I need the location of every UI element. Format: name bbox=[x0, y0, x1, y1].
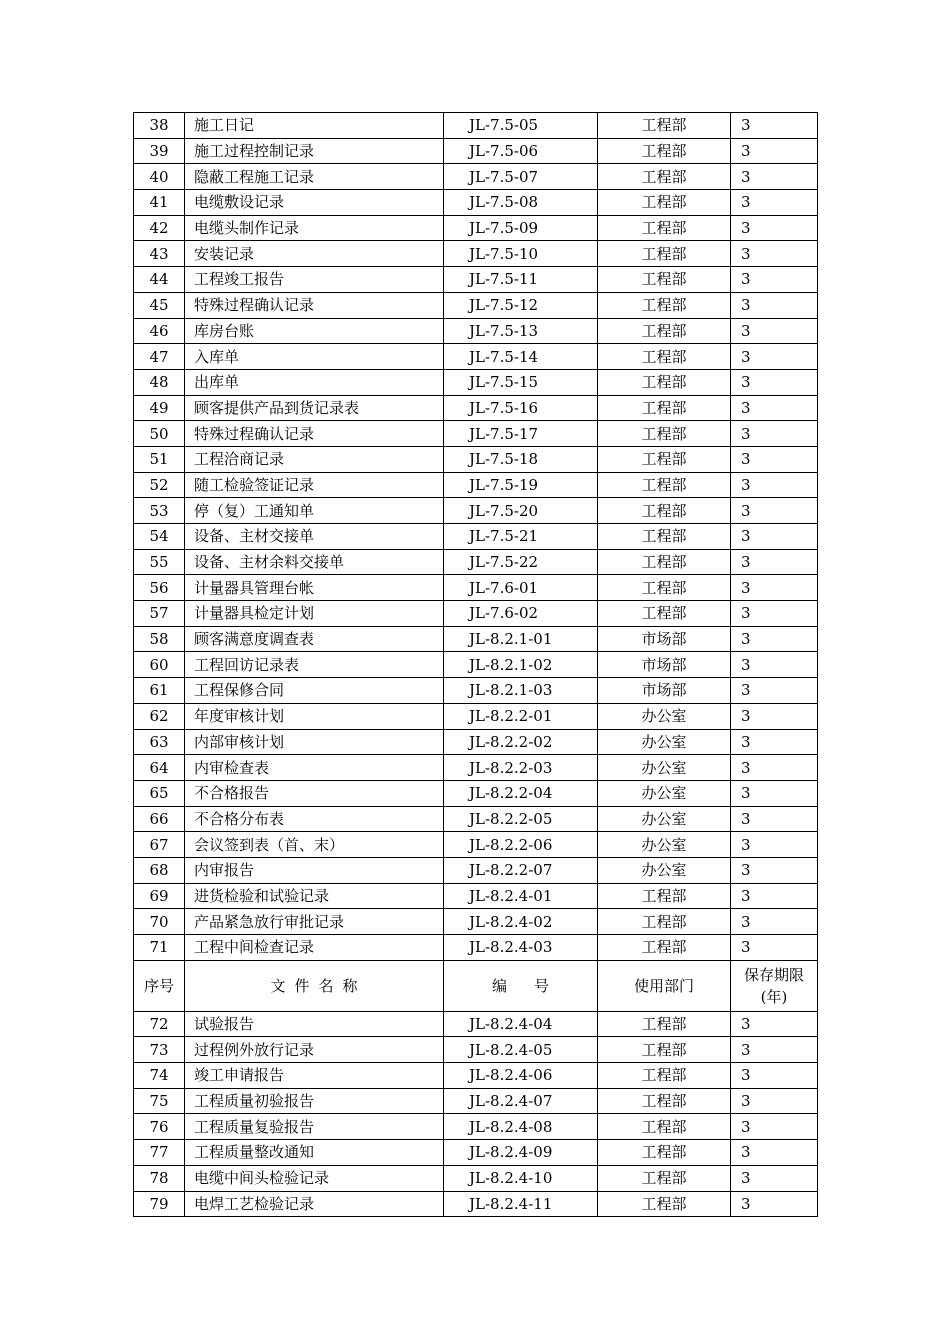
serial-number-cell: 54 bbox=[134, 524, 185, 550]
document-code-cell: JL-8.2.4-08 bbox=[444, 1114, 598, 1140]
document-name-cell: 入库单 bbox=[185, 344, 444, 370]
department-cell: 工程部 bbox=[598, 446, 731, 472]
table-row bbox=[134, 780, 818, 806]
department-cell: 工程部 bbox=[598, 601, 731, 627]
serial-number-cell: 64 bbox=[134, 755, 185, 781]
document-name-cell: 电缆敷设记录 bbox=[185, 190, 444, 216]
table-row bbox=[134, 832, 818, 858]
document-name-cell: 会议签到表（首、末） bbox=[185, 832, 444, 858]
serial-number-cell: 40 bbox=[134, 164, 185, 190]
retention-period-cell: 3 bbox=[731, 267, 818, 293]
table-row bbox=[134, 472, 818, 498]
document-name-cell: 内审报告 bbox=[185, 857, 444, 883]
serial-number-cell: 73 bbox=[134, 1037, 185, 1063]
serial-number-cell: 53 bbox=[134, 498, 185, 524]
table-row bbox=[134, 1191, 818, 1217]
document-code-cell: JL-7.5-06 bbox=[444, 138, 598, 164]
document-name-cell: 进货检验和试验记录 bbox=[185, 883, 444, 909]
table-row bbox=[134, 549, 818, 575]
retention-period-cell: 3 bbox=[731, 575, 818, 601]
department-cell: 工程部 bbox=[598, 241, 731, 267]
serial-number-cell: 46 bbox=[134, 318, 185, 344]
document-name-cell: 工程竣工报告 bbox=[185, 267, 444, 293]
department-cell: 办公室 bbox=[598, 780, 731, 806]
table-row bbox=[134, 1037, 818, 1063]
serial-number-cell: 60 bbox=[134, 652, 185, 678]
table-row bbox=[134, 755, 818, 781]
table-row bbox=[134, 241, 818, 267]
retention-period-cell: 3 bbox=[731, 215, 818, 241]
retention-period-cell: 3 bbox=[731, 755, 818, 781]
table-row bbox=[134, 1011, 818, 1037]
department-cell: 工程部 bbox=[598, 369, 731, 395]
retention-period-cell: 3 bbox=[731, 703, 818, 729]
document-code-cell: JL-8.2.4-07 bbox=[444, 1088, 598, 1114]
document-code-cell: JL-7.6-01 bbox=[444, 575, 598, 601]
document-name-cell: 工程保修合同 bbox=[185, 678, 444, 704]
table-header-row bbox=[134, 960, 818, 1011]
table-row bbox=[134, 652, 818, 678]
table-row bbox=[134, 113, 818, 139]
department-cell: 工程部 bbox=[598, 1114, 731, 1140]
serial-number-cell: 72 bbox=[134, 1011, 185, 1037]
serial-number-cell: 69 bbox=[134, 883, 185, 909]
serial-number-cell: 65 bbox=[134, 780, 185, 806]
retention-period-cell: 3 bbox=[731, 1191, 818, 1217]
retention-period-cell: 3 bbox=[731, 626, 818, 652]
serial-number-cell: 76 bbox=[134, 1114, 185, 1140]
document-name-cell: 库房台账 bbox=[185, 318, 444, 344]
document-name-cell: 工程质量整改通知 bbox=[185, 1140, 444, 1166]
department-cell: 市场部 bbox=[598, 652, 731, 678]
department-cell: 工程部 bbox=[598, 267, 731, 293]
department-cell: 工程部 bbox=[598, 1037, 731, 1063]
table-row bbox=[134, 421, 818, 447]
document-name-cell: 顾客满意度调查表 bbox=[185, 626, 444, 652]
document-code-cell: JL-7.5-14 bbox=[444, 344, 598, 370]
document-name-cell: 停（复）工通知单 bbox=[185, 498, 444, 524]
retention-period-cell: 3 bbox=[731, 601, 818, 627]
serial-number-cell: 67 bbox=[134, 832, 185, 858]
table-row bbox=[134, 806, 818, 832]
department-cell: 办公室 bbox=[598, 832, 731, 858]
document-code-cell: JL-7.6-02 bbox=[444, 601, 598, 627]
document-code-cell: JL-8.2.1-02 bbox=[444, 652, 598, 678]
document-name-cell: 特殊过程确认记录 bbox=[185, 421, 444, 447]
document-code-cell: JL-8.2.4-01 bbox=[444, 883, 598, 909]
table-row bbox=[134, 1165, 818, 1191]
serial-number-cell: 71 bbox=[134, 935, 185, 961]
department-cell: 办公室 bbox=[598, 703, 731, 729]
table-row bbox=[134, 909, 818, 935]
department-cell: 办公室 bbox=[598, 755, 731, 781]
department-cell: 工程部 bbox=[598, 909, 731, 935]
department-cell: 工程部 bbox=[598, 1088, 731, 1114]
retention-period-cell: 3 bbox=[731, 369, 818, 395]
retention-period-cell: 3 bbox=[731, 395, 818, 421]
table-row bbox=[134, 883, 818, 909]
table-row bbox=[134, 935, 818, 961]
document-code-cell: JL-7.5-13 bbox=[444, 318, 598, 344]
retention-period-cell: 3 bbox=[731, 113, 818, 139]
retention-period-cell: 3 bbox=[731, 292, 818, 318]
document-code-cell: JL-7.5-12 bbox=[444, 292, 598, 318]
retention-period-cell: 3 bbox=[731, 729, 818, 755]
table-row bbox=[134, 575, 818, 601]
department-cell: 工程部 bbox=[598, 1140, 731, 1166]
department-cell: 工程部 bbox=[598, 164, 731, 190]
retention-period-cell: 3 bbox=[731, 446, 818, 472]
header-retention-period: 保存期限(年) bbox=[731, 960, 818, 1011]
retention-period-cell: 3 bbox=[731, 138, 818, 164]
retention-period-cell: 3 bbox=[731, 241, 818, 267]
serial-number-cell: 62 bbox=[134, 703, 185, 729]
serial-number-cell: 38 bbox=[134, 113, 185, 139]
table-row bbox=[134, 138, 818, 164]
retention-period-cell: 3 bbox=[731, 1037, 818, 1063]
document-name-cell: 特殊过程确认记录 bbox=[185, 292, 444, 318]
table-row bbox=[134, 601, 818, 627]
document-name-cell: 工程洽商记录 bbox=[185, 446, 444, 472]
header-document-name: 文件名称 bbox=[185, 960, 444, 1011]
retention-period-cell: 3 bbox=[731, 1011, 818, 1037]
table-row bbox=[134, 678, 818, 704]
serial-number-cell: 39 bbox=[134, 138, 185, 164]
serial-number-cell: 51 bbox=[134, 446, 185, 472]
document-name-cell: 工程回访记录表 bbox=[185, 652, 444, 678]
retention-period-cell: 3 bbox=[731, 832, 818, 858]
serial-number-cell: 49 bbox=[134, 395, 185, 421]
retention-period-cell: 3 bbox=[731, 1114, 818, 1140]
department-cell: 工程部 bbox=[598, 498, 731, 524]
serial-number-cell: 47 bbox=[134, 344, 185, 370]
document-name-cell: 设备、主材交接单 bbox=[185, 524, 444, 550]
department-cell: 工程部 bbox=[598, 1191, 731, 1217]
document-name-cell: 施工日记 bbox=[185, 113, 444, 139]
serial-number-cell: 74 bbox=[134, 1063, 185, 1089]
retention-period-cell: 3 bbox=[731, 780, 818, 806]
document-name-cell: 电缆头制作记录 bbox=[185, 215, 444, 241]
serial-number-cell: 61 bbox=[134, 678, 185, 704]
document-name-cell: 产品紧急放行审批记录 bbox=[185, 909, 444, 935]
table-row bbox=[134, 703, 818, 729]
table-row bbox=[134, 857, 818, 883]
document-code-cell: JL-7.5-15 bbox=[444, 369, 598, 395]
document-code-cell: JL-7.5-19 bbox=[444, 472, 598, 498]
department-cell: 工程部 bbox=[598, 113, 731, 139]
retention-period-cell: 3 bbox=[731, 883, 818, 909]
document-code-cell: JL-8.2.2-01 bbox=[444, 703, 598, 729]
document-code-cell: JL-7.5-09 bbox=[444, 215, 598, 241]
table-row bbox=[134, 498, 818, 524]
retention-period-cell: 3 bbox=[731, 318, 818, 344]
department-cell: 工程部 bbox=[598, 1011, 731, 1037]
serial-number-cell: 66 bbox=[134, 806, 185, 832]
department-cell: 工程部 bbox=[598, 215, 731, 241]
retention-period-cell: 3 bbox=[731, 190, 818, 216]
department-cell: 工程部 bbox=[598, 575, 731, 601]
document-code-cell: JL-8.2.1-03 bbox=[444, 678, 598, 704]
table-body-top bbox=[134, 113, 818, 961]
table-row bbox=[134, 369, 818, 395]
table-row bbox=[134, 190, 818, 216]
department-cell: 办公室 bbox=[598, 729, 731, 755]
document-name-cell: 内审检查表 bbox=[185, 755, 444, 781]
serial-number-cell: 75 bbox=[134, 1088, 185, 1114]
department-cell: 工程部 bbox=[598, 190, 731, 216]
retention-period-cell: 3 bbox=[731, 472, 818, 498]
retention-period-cell: 3 bbox=[731, 1088, 818, 1114]
document-name-cell: 隐蔽工程施工记录 bbox=[185, 164, 444, 190]
table-row bbox=[134, 395, 818, 421]
document-code-cell: JL-8.2.4-02 bbox=[444, 909, 598, 935]
document-name-cell: 计量器具管理台帐 bbox=[185, 575, 444, 601]
serial-number-cell: 68 bbox=[134, 857, 185, 883]
serial-number-cell: 52 bbox=[134, 472, 185, 498]
retention-period-cell: 3 bbox=[731, 1165, 818, 1191]
department-cell: 工程部 bbox=[598, 318, 731, 344]
department-cell: 市场部 bbox=[598, 678, 731, 704]
department-cell: 工程部 bbox=[598, 549, 731, 575]
document-code-cell: JL-8.2.2-07 bbox=[444, 857, 598, 883]
document-name-cell: 过程例外放行记录 bbox=[185, 1037, 444, 1063]
document-name-cell: 设备、主材余料交接单 bbox=[185, 549, 444, 575]
document-name-cell: 出库单 bbox=[185, 369, 444, 395]
document-code-cell: JL-7.5-07 bbox=[444, 164, 598, 190]
document-code-cell: JL-8.2.4-05 bbox=[444, 1037, 598, 1063]
document-code-cell: JL-7.5-17 bbox=[444, 421, 598, 447]
table-row bbox=[134, 215, 818, 241]
department-cell: 工程部 bbox=[598, 935, 731, 961]
serial-number-cell: 77 bbox=[134, 1140, 185, 1166]
serial-number-cell: 79 bbox=[134, 1191, 185, 1217]
serial-number-cell: 44 bbox=[134, 267, 185, 293]
department-cell: 工程部 bbox=[598, 883, 731, 909]
document-name-cell: 工程质量复验报告 bbox=[185, 1114, 444, 1140]
retention-period-cell: 3 bbox=[731, 935, 818, 961]
document-name-cell: 电焊工艺检验记录 bbox=[185, 1191, 444, 1217]
document-name-cell: 不合格报告 bbox=[185, 780, 444, 806]
table-row bbox=[134, 446, 818, 472]
document-name-cell: 工程中间检查记录 bbox=[185, 935, 444, 961]
retention-period-cell: 3 bbox=[731, 164, 818, 190]
department-cell: 工程部 bbox=[598, 472, 731, 498]
document-name-cell: 不合格分布表 bbox=[185, 806, 444, 832]
document-code-cell: JL-8.2.4-10 bbox=[444, 1165, 598, 1191]
document-code-cell: JL-8.2.4-03 bbox=[444, 935, 598, 961]
department-cell: 办公室 bbox=[598, 857, 731, 883]
document-code-cell: JL-7.5-18 bbox=[444, 446, 598, 472]
table-row bbox=[134, 1140, 818, 1166]
retention-period-cell: 3 bbox=[731, 344, 818, 370]
serial-number-cell: 78 bbox=[134, 1165, 185, 1191]
document-code-cell: JL-8.2.2-02 bbox=[444, 729, 598, 755]
table-row bbox=[134, 292, 818, 318]
serial-number-cell: 45 bbox=[134, 292, 185, 318]
table-row bbox=[134, 267, 818, 293]
table-row bbox=[134, 164, 818, 190]
document-name-cell: 施工过程控制记录 bbox=[185, 138, 444, 164]
header-document-code: 编号 bbox=[444, 960, 598, 1011]
retention-period-cell: 3 bbox=[731, 652, 818, 678]
table-row bbox=[134, 1114, 818, 1140]
document-code-cell: JL-7.5-16 bbox=[444, 395, 598, 421]
retention-period-cell: 3 bbox=[731, 857, 818, 883]
table-row bbox=[134, 1063, 818, 1089]
retention-period-cell: 3 bbox=[731, 421, 818, 447]
document-name-cell: 顾客提供产品到货记录表 bbox=[185, 395, 444, 421]
document-code-cell: JL-8.2.2-04 bbox=[444, 780, 598, 806]
serial-number-cell: 70 bbox=[134, 909, 185, 935]
department-cell: 工程部 bbox=[598, 344, 731, 370]
document-name-cell: 电缆中间头检验记录 bbox=[185, 1165, 444, 1191]
document-name-cell: 安装记录 bbox=[185, 241, 444, 267]
header-serial-number: 序号 bbox=[134, 960, 185, 1011]
document-code-cell: JL-8.2.4-04 bbox=[444, 1011, 598, 1037]
document-name-cell: 随工检验签证记录 bbox=[185, 472, 444, 498]
document-name-cell: 工程质量初验报告 bbox=[185, 1088, 444, 1114]
table-row bbox=[134, 344, 818, 370]
document-code-cell: JL-8.2.2-05 bbox=[444, 806, 598, 832]
document-code-cell: JL-8.2.2-03 bbox=[444, 755, 598, 781]
retention-period-cell: 3 bbox=[731, 1063, 818, 1089]
document-code-cell: JL-8.2.4-11 bbox=[444, 1191, 598, 1217]
document-code-cell: JL-7.5-05 bbox=[444, 113, 598, 139]
serial-number-cell: 41 bbox=[134, 190, 185, 216]
table-row bbox=[134, 318, 818, 344]
table-row bbox=[134, 1088, 818, 1114]
retention-period-cell: 3 bbox=[731, 909, 818, 935]
serial-number-cell: 57 bbox=[134, 601, 185, 627]
document-code-cell: JL-8.2.1-01 bbox=[444, 626, 598, 652]
retention-period-cell: 3 bbox=[731, 498, 818, 524]
department-cell: 工程部 bbox=[598, 1063, 731, 1089]
serial-number-cell: 63 bbox=[134, 729, 185, 755]
document-name-cell: 内部审核计划 bbox=[185, 729, 444, 755]
document-code-cell: JL-8.2.4-09 bbox=[444, 1140, 598, 1166]
department-cell: 工程部 bbox=[598, 292, 731, 318]
serial-number-cell: 42 bbox=[134, 215, 185, 241]
department-cell: 工程部 bbox=[598, 138, 731, 164]
document-code-cell: JL-7.5-20 bbox=[444, 498, 598, 524]
retention-period-cell: 3 bbox=[731, 549, 818, 575]
table-row bbox=[134, 626, 818, 652]
document-code-cell: JL-7.5-21 bbox=[444, 524, 598, 550]
table-row bbox=[134, 729, 818, 755]
document-code-cell: JL-8.2.2-06 bbox=[444, 832, 598, 858]
document-code-cell: JL-7.5-11 bbox=[444, 267, 598, 293]
document-name-cell: 试验报告 bbox=[185, 1011, 444, 1037]
document-code-cell: JL-7.5-08 bbox=[444, 190, 598, 216]
retention-period-cell: 3 bbox=[731, 524, 818, 550]
document-code-cell: JL-7.5-10 bbox=[444, 241, 598, 267]
document-code-cell: JL-7.5-22 bbox=[444, 549, 598, 575]
serial-number-cell: 50 bbox=[134, 421, 185, 447]
department-cell: 工程部 bbox=[598, 1165, 731, 1191]
department-cell: 市场部 bbox=[598, 626, 731, 652]
retention-period-cell: 3 bbox=[731, 678, 818, 704]
record-list-table bbox=[133, 112, 818, 1217]
department-cell: 工程部 bbox=[598, 524, 731, 550]
serial-number-cell: 55 bbox=[134, 549, 185, 575]
retention-period-cell: 3 bbox=[731, 806, 818, 832]
retention-period-cell: 3 bbox=[731, 1140, 818, 1166]
serial-number-cell: 58 bbox=[134, 626, 185, 652]
document-name-cell: 竣工申请报告 bbox=[185, 1063, 444, 1089]
document-code-cell: JL-8.2.4-06 bbox=[444, 1063, 598, 1089]
department-cell: 办公室 bbox=[598, 806, 731, 832]
table-header-group bbox=[134, 960, 818, 1011]
serial-number-cell: 56 bbox=[134, 575, 185, 601]
document-name-cell: 计量器具检定计划 bbox=[185, 601, 444, 627]
department-cell: 工程部 bbox=[598, 395, 731, 421]
header-department: 使用部门 bbox=[598, 960, 731, 1011]
table-body-bottom bbox=[134, 1011, 818, 1217]
department-cell: 工程部 bbox=[598, 421, 731, 447]
document-name-cell: 年度审核计划 bbox=[185, 703, 444, 729]
table-row bbox=[134, 524, 818, 550]
serial-number-cell: 48 bbox=[134, 369, 185, 395]
serial-number-cell: 43 bbox=[134, 241, 185, 267]
